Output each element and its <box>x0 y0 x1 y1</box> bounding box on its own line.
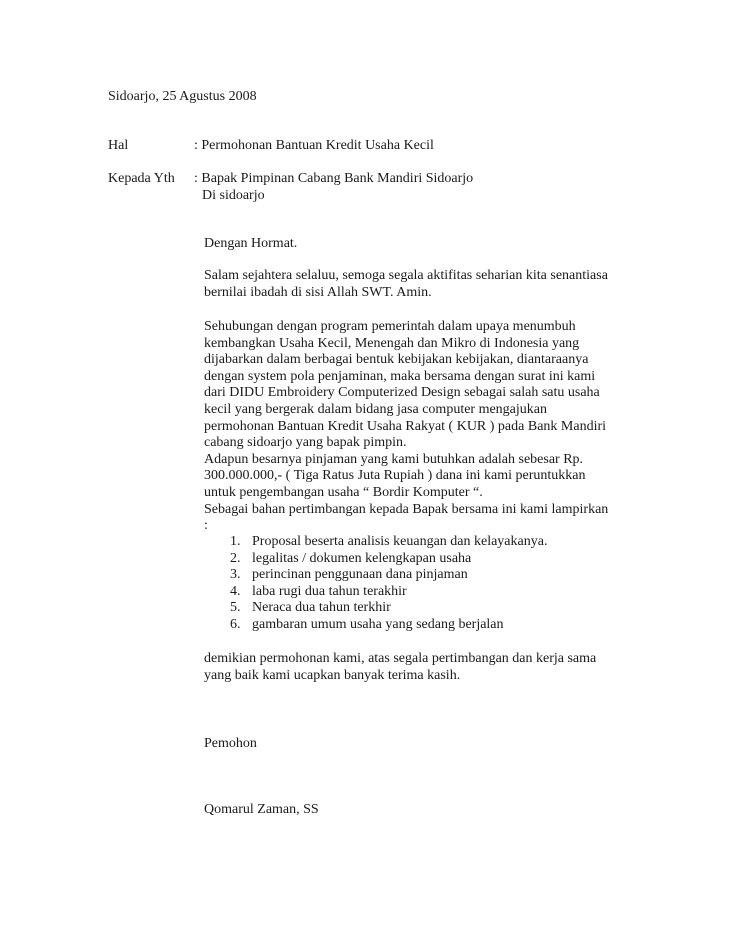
closing-line: demikian permohonan kami, atas segala pertimbangan dan kerja sama <box>204 651 597 666</box>
body-line: permohonan Bantuan Kredit Usaha Rakyat ( KUR ) pada Bank Mandiri <box>204 418 607 434</box>
list-text: legalitas / dokumen kelengkapan usaha <box>252 550 472 566</box>
list-item <box>230 551 547 568</box>
list-item <box>230 600 547 617</box>
list-text: Neraca dua tahun terkhir <box>252 600 391 616</box>
body-line: untuk pengembangan usaha “ Bordir Komputer “. <box>204 484 483 500</box>
list-number: 2. <box>230 550 241 566</box>
body-line: Sebagai bahan pertimbangan kepada Bapak bersama ini kami lampirkan <box>204 501 609 517</box>
body-line: dari DIDU Embroidery Computerized Design sebagai salah satu usaha <box>204 385 600 401</box>
list-number: 4. <box>230 583 241 599</box>
body-line: dengan system pola penjaminan, maka bersama dengan surat ini kami <box>204 368 596 384</box>
date-line: Sidoarjo, 25 Agustus 2008 <box>108 89 257 104</box>
hal-label: Hal <box>108 138 129 153</box>
list-number: 6. <box>230 616 241 632</box>
salam-paragraph <box>204 268 608 301</box>
list-item <box>230 584 547 601</box>
body-line: Adapun besarnya pinjaman yang kami butuhkan adalah sebesar Rp. <box>204 451 584 467</box>
signoff: Pemohon <box>204 736 257 751</box>
salam-line: bernilai ibadah di sisi Allah SWT. Amin. <box>204 284 432 300</box>
body-line: : <box>204 518 208 534</box>
list-text: laba rugi dua tahun terakhir <box>252 583 407 599</box>
body-line: kecil yang bergerak dalam bidang jasa computer mengajukan <box>204 401 547 417</box>
attachments-list <box>230 534 547 634</box>
greeting: Dengan Hormat. <box>204 236 298 251</box>
kepada-label: Kepada Yth <box>108 171 175 186</box>
list-item <box>230 617 547 634</box>
kepada-value: : Bapak Pimpinan Cabang Bank Mandiri Sidoarjo <box>194 171 474 186</box>
list-item <box>230 534 547 551</box>
list-number: 1. <box>230 534 241 549</box>
body-line: 300.000.000,- ( Tiga Ratus Juta Rupiah ) dana ini kami peruntukkan <box>204 468 586 484</box>
closing-paragraph <box>204 651 596 684</box>
list-text: gambaran umum usaha yang sedang berjalan <box>252 616 504 632</box>
list-text: perincinan penggunaan dana pinjaman <box>252 567 468 583</box>
closing-line: yang baik kami ucapkan banyak terima kasih. <box>204 667 461 683</box>
body-line: dijabarkan dalam berbagai bentuk kebijakan kebijakan, diantaraanya <box>204 352 589 368</box>
body-line: cabang sidoarjo yang bapak pimpin. <box>204 435 407 451</box>
list-text: Proposal beserta analisis keuangan dan kelayakanya. <box>252 534 548 549</box>
body-line: Sehubungan dengan program pemerintah dalam upaya menumbuh <box>204 319 576 334</box>
list-item <box>230 567 547 584</box>
hal-value: : Permohonan Bantuan Kredit Usaha Kecil <box>194 138 434 153</box>
kepada-value-2: Di sidoarjo <box>202 188 265 203</box>
signer-name: Qomarul Zaman, SS <box>204 802 319 817</box>
list-number: 3. <box>230 567 241 583</box>
list-number: 5. <box>230 600 241 616</box>
salam-line: Salam sejahtera selaluu, semoga segala aktifitas seharian kita senantiasa <box>204 268 608 283</box>
body-paragraph <box>204 319 608 535</box>
body-line: kembangkan Usaha Kecil, Menengah dan Mikro di Indonesia yang <box>204 335 580 351</box>
